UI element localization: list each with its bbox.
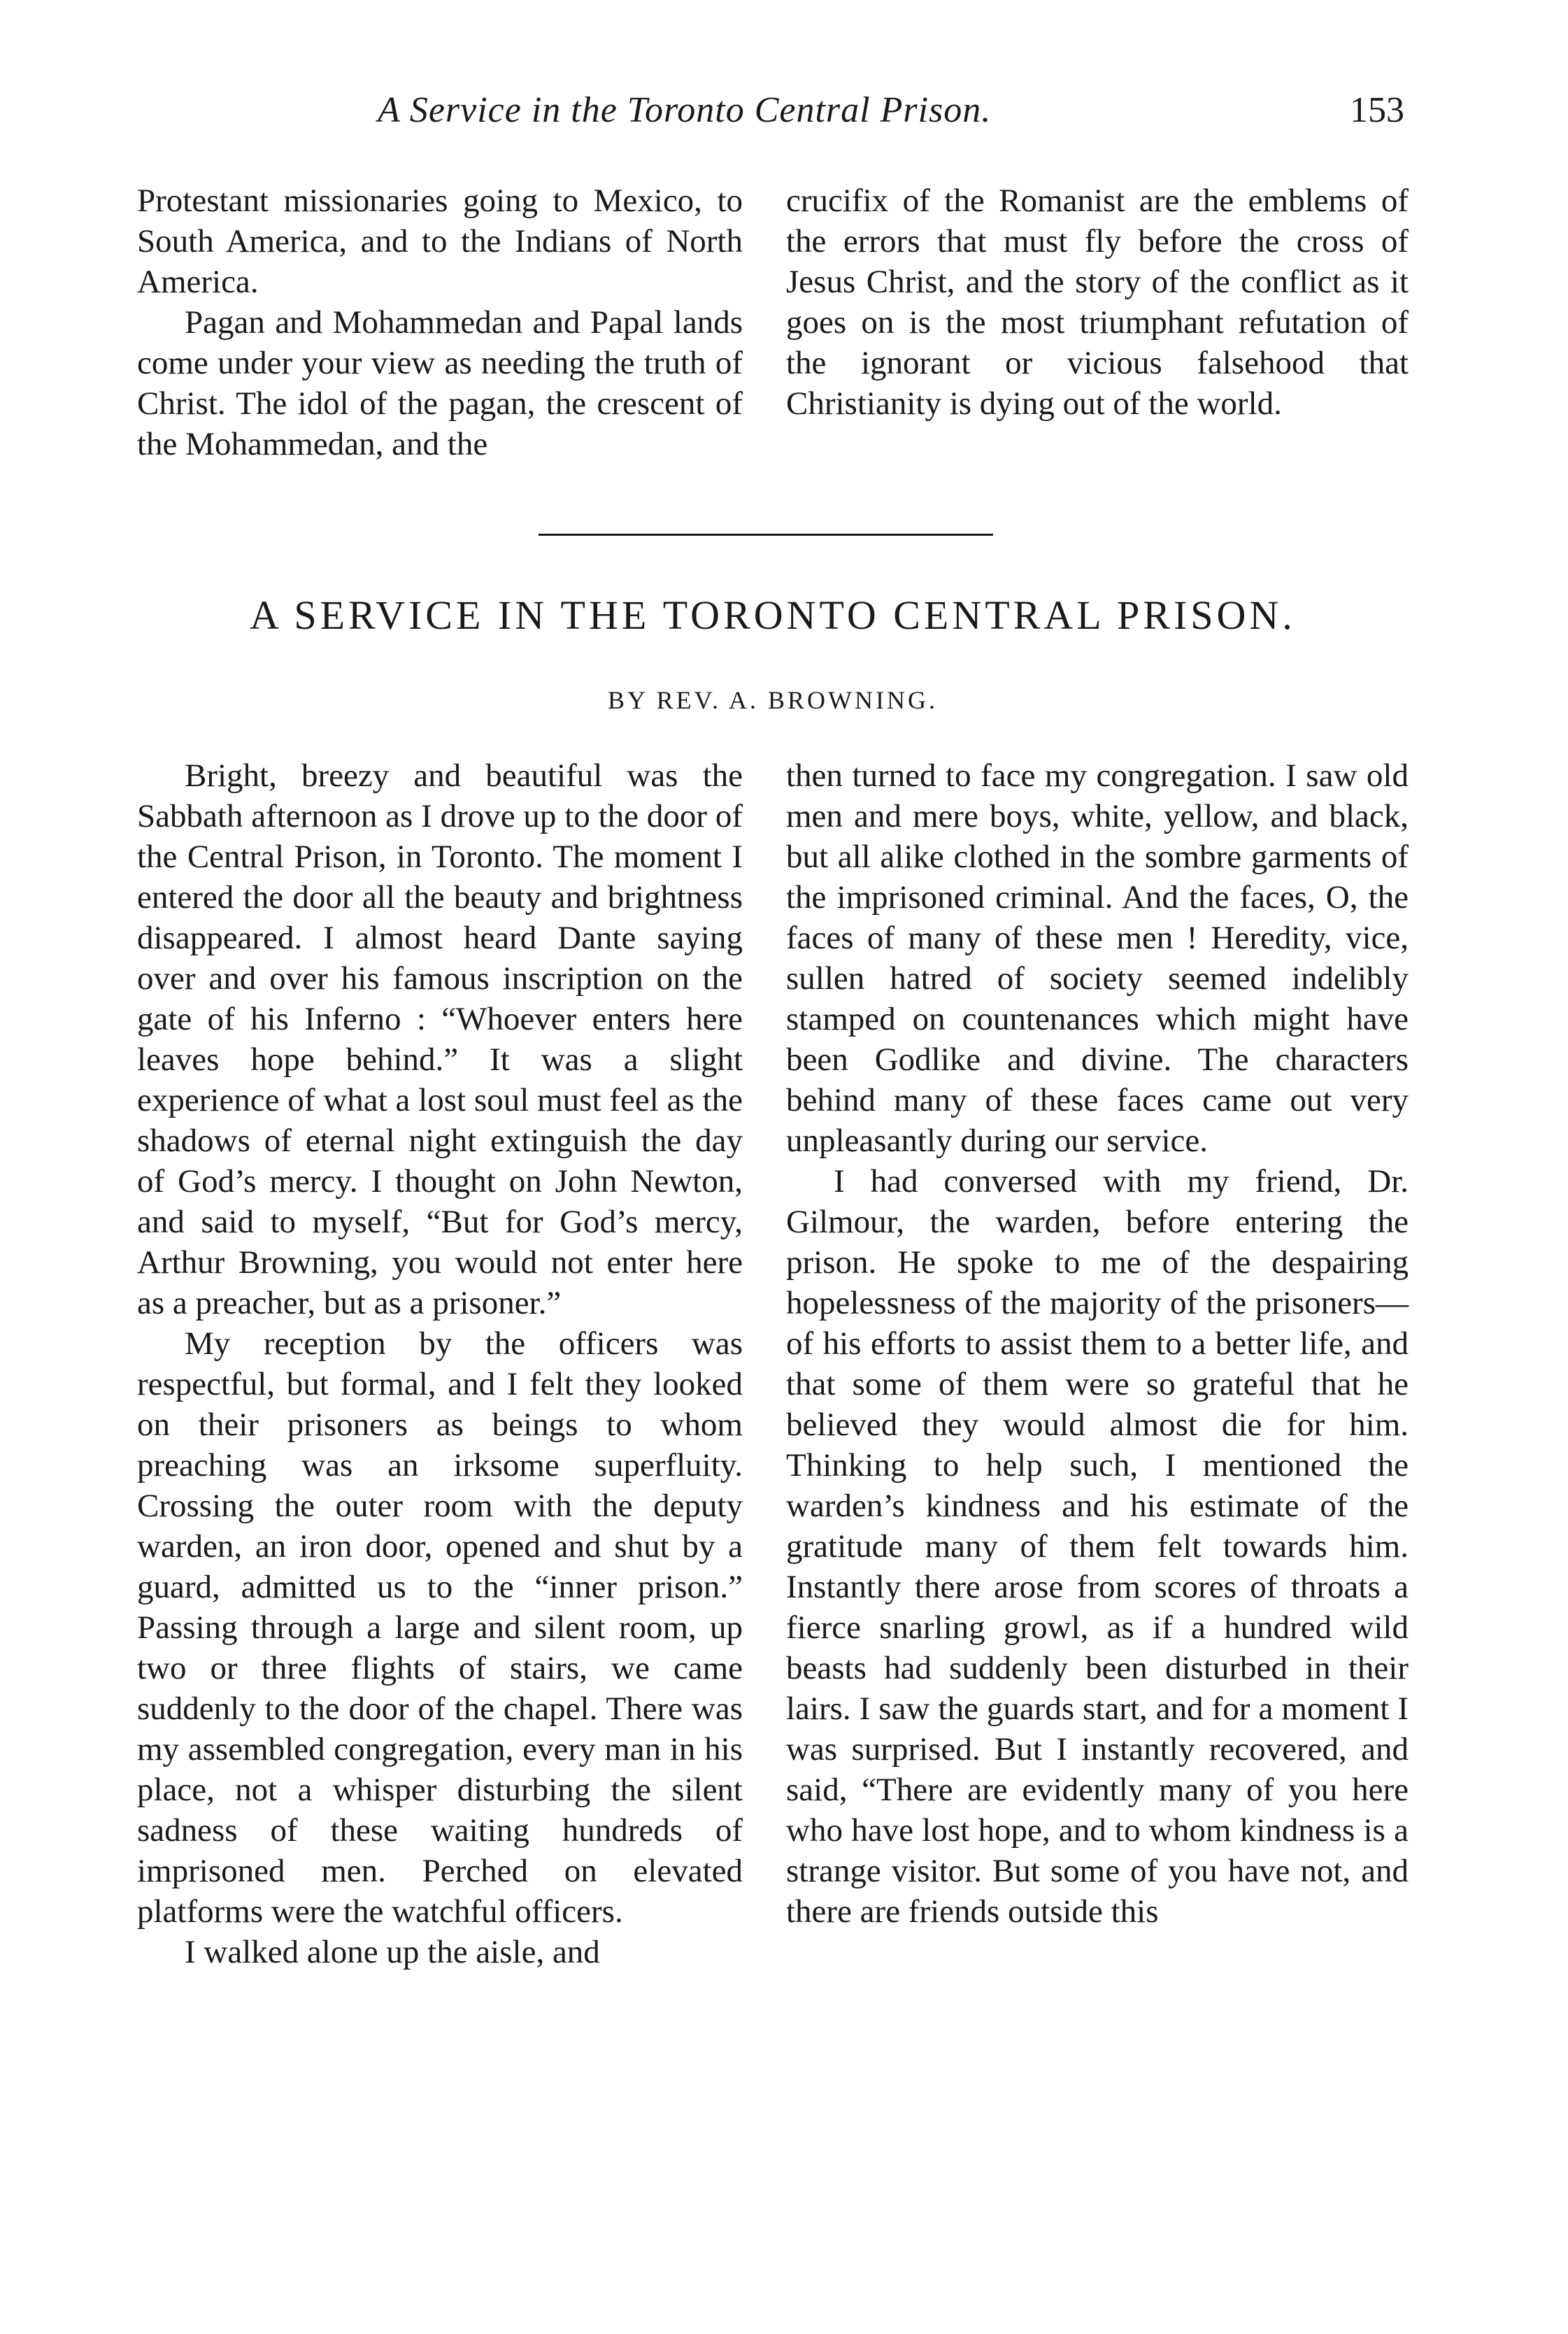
article-paragraph: My reception by the officers was respectful, but formal, and I felt they looked on their prisoners as beings to whom preaching was an irksome superfluity. Crossing the outer room with the deputy warden, an iron door, opened and shut by a guard, admitted us to the “inner prison.” Passing through a large and silent room, up two or three flights of stairs, we came suddenly to the door of the chapel. There was my assembled congregation, every man in his place, not a whisper disturbing the silent sadness of these waiting hundreds of imprisoned men. Perched on elevated platforms were the watchful officers.: [137, 1325, 743, 1930]
article-paragraph: Bright, breezy and beautiful was the Sabbath afternoon as I drove up to the door of the Central Prison, in Toronto. The moment I entered the door all the beauty and brightness disappeared. I almost heard Dante saying over and over his famous inscription on the gate of his Inferno : “Whoever enters here leaves hope behind.” It was a slight experience of what a lost soul must feel as the shadows of eternal night extinguish the day of God’s mercy. I thought on John Newton, and said to myself, “But for God’s mercy, Arthur Browning, you would not enter here as a preacher, but as a prisoner.”: [137, 757, 743, 1321]
running-head: [0, 90, 1568, 145]
continuation-paragraph: crucifix of the Romanist are the emblems of the errors that must fly before the cross of Jesus Christ, and the story of the conflict as it goes on is the most triumphant refutation of the ignorant or vicious falsehood that Christianity is dying out of the world.: [786, 183, 1409, 422]
continuation-paragraph: Protestant missionaries going to Mexico, to South America, and to the Indians of North America.: [137, 183, 743, 300]
article-paragraph: then turned to face my congregation. I saw old men and mere boys, white, yellow, and black, but all alike clothed in the sombre garments of the imprisoned criminal. And the faces, O, the faces of many of these men ! Heredity, vice, sullen hatred of society seemed indelibly stamped on countenances which might have been Godlike and divine. The characters behind many of these faces came out very unpleasantly during our service.: [786, 757, 1409, 1159]
continuation-right-column: [786, 180, 1409, 424]
article-paragraph: I had conversed with my friend, Dr. Gilmour, the warden, before entering the prison. He spoke to me of the despairing hopelessness of the majority of the prisoners—of his efforts to assist them to a better life, and that some of them were so grateful that he believed they would almost die for him. Thinking to help such, I mentioned the warden’s kindness and his estimate of the gratitude many of them felt towards him. Instantly there arose from scores of throats a fierce snarling growl, as if a hundred wild beasts had suddenly been disturbed in their lairs. I saw the guards start, and for a moment I was surprised. But I instantly recovered, and said, “There are evidently many of you here who have lost hope, and to whom kindness is a strange visitor. But some of you have not, and there are friends outside this: [786, 1163, 1409, 1930]
page-number: 153: [1350, 90, 1404, 130]
article-title: A SERVICE IN THE TORONTO CENTRAL PRISON.: [250, 592, 1296, 638]
article-left-column: [137, 755, 743, 1972]
article-paragraph: I walked alone up the aisle, and: [185, 1934, 600, 1970]
continuation-paragraph: Pagan and Mohammedan and Papal lands come under your view as needing the truth of Christ. The idol of the pagan, the crescent of the Mohammedan, and the: [137, 304, 743, 462]
article-right-column: [786, 755, 1409, 1932]
article-byline: BY REV. A. BROWNING.: [607, 686, 939, 714]
section-divider: [539, 534, 993, 536]
continuation-left-column: [137, 180, 743, 464]
running-title: A Service in the Toronto Central Prison.: [378, 90, 992, 130]
